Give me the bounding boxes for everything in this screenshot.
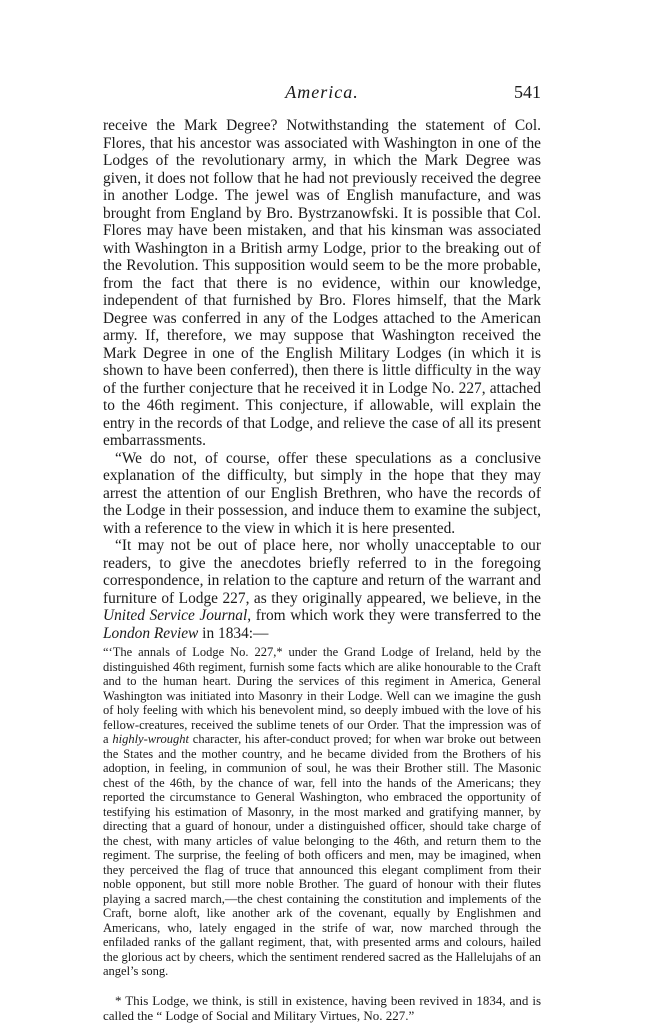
paragraph-3-text-c: in 1834:— [198, 624, 269, 642]
footnote [103, 993, 541, 1023]
page-header [103, 82, 541, 104]
main-text [103, 117, 541, 642]
paragraph-3-text-b: , from which work they were transferred to the [247, 607, 541, 624]
journal-title: United Service Journal [103, 607, 248, 624]
running-head: America. [285, 82, 359, 102]
quote-text-b: character, his after-conduct proved; for when war broke out between the States and the mother country, and he became divided from the Brothers of his adoption, in feeling, in communion of soul, he was their Brother still. The Masonic chest of the 46th, by the chance of war, fell into the hands of the Americans; they reported the circumstance to General Washington, who embraced the opportunity of testifying his estimation of Masonry, in the most marked and gratifying manner, by directing that a guard of honour, under a distinguished officer, should take charge of the chest, with many articles of value belonging to the 46th, and return them to the regiment. The surprise, the feeling of both officers and men, may be imagined, when they perceived the flag of truce that announced this elegant compliment from their noble opponent, but still more noble Brother. The guard of honour with their flutes playing a sacred march,—the chest containing the constitution and implements of the Craft, borne aloft, like another ark of the covenant, equally by Englishmen and Americans, who, lately engaged in the strife of war, now marched through the enfiladed ranks of the gallant regiment, that, with presented arms and colours, hailed the glorious act by cheers, which the sentiment rendered sacred as the Hallelujahs of an angel’s song. [103, 732, 541, 978]
quoted-anecdote [103, 645, 541, 979]
review-title: London Review [103, 624, 199, 642]
footnote-text: * This Lodge, we think, is still in existence, having been revived in 1834, and is called the “ Lodge of Social and Military Virtues, No. 227.” [103, 992, 541, 1023]
quote-emphasis: highly-wrought [112, 732, 189, 746]
paragraph-3-text-a: “It may not be out of place here, nor wholly unacceptable to our readers, to give the anecdotes briefly referred to in the foregoing correspondence, in relation to the capture and return of the warrant and furniture of Lodge 227, as they originally appeared, we believe, in the [103, 537, 541, 607]
paragraph-2: “We do not, of course, offer these speculations as a conclusive explanation of the difficulty, but simply in the hope that they may arrest the attention of our English Brethren, who have the records of the Lodge in their possession, and induce them to examine the subject, with a reference to the view in which it is here presented. [103, 449, 541, 537]
page-body [103, 117, 541, 1023]
paragraph-1: receive the Mark Degree? Notwithstanding the statement of Col. Flores, that his ancestor was associated with Washington in one of the Lodges of the revolutionary army, in which the Mark Degree was given, it does not follow that he had not previously received the degree in another Lodge. The jewel was of English manufacture, and was brought from England by Bro. Bystrzanowfski. It is possible that Col. Flores may have been mistaken, and that his kinsman was associated with Washington in a British army Lodge, prior to the breaking out of the Revolution. This supposition would seem to be the more probable, from the fact that there is no evidence, within our knowledge, independent of that furnished by Bro. Flores himself, that the Mark Degree was conferred in any of the Lodges attached to the American army. If, therefore, we may suppose that Washington received the Mark Degree in one of the English Military Lodges (in which it is shown to have been conferred), then there is little difficulty in the way of the further conjecture that he received it in Lodge No. 227, attached to the 46th regiment. This conjecture, if allowable, will explain the entry in the records of that Lodge, and relieve the case of all its present embarrassments. [103, 117, 541, 449]
quote-text-a: “‘The annals of Lodge No. 227,* under the Grand Lodge of Ireland, held by the distinguished 46th regiment, furnish some facts which are alike honourable to the Craft and to the human heart. During the services of this regiment in America, General Washington was initiated into Masonry in their Lodge. Well can we imagine the gush of holy feeling with which his benevolent mind, so deeply imbued with the love of his fellow-creatures, received the sublime tenets of our Order. That the impression was of a [103, 645, 541, 746]
page-number: 541 [514, 82, 541, 102]
paragraph-3 [103, 537, 541, 642]
